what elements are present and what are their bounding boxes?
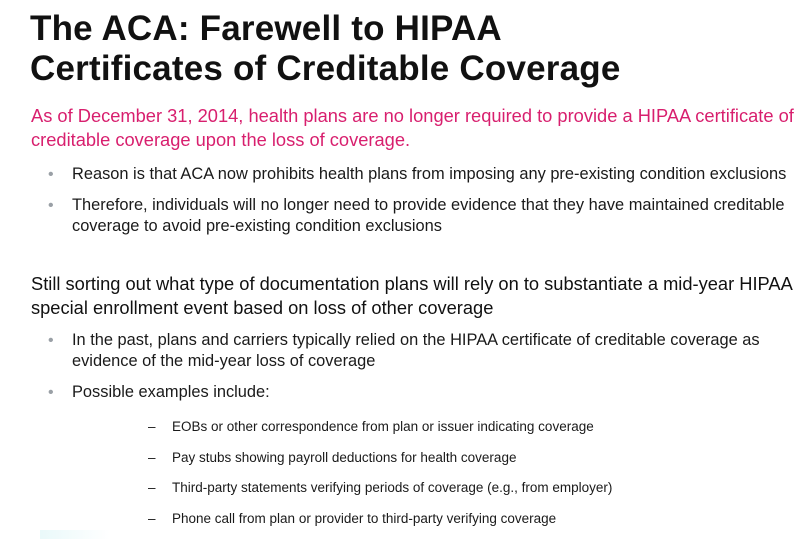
slide-title-line-1: The ACA: Farewell to HIPAA [30, 9, 502, 48]
example-text: Third-party statements verifying periods of coverage (e.g., from employer) [172, 480, 613, 495]
bullet-item [48, 330, 788, 372]
example-text: EOBs or other correspondence from plan or issuer indicating coverage [172, 419, 594, 434]
decorative-footer-mark [40, 530, 110, 539]
example-text: Phone call from plan or provider to third-party verifying coverage [172, 510, 557, 526]
example-text: Pay stubs showing payroll deductions for health coverage [172, 449, 517, 465]
bullet-dot-icon: • [48, 197, 54, 214]
section-bullet-list [48, 330, 788, 403]
slide-title [30, 9, 800, 89]
bullet-dot-icon: • [48, 166, 54, 183]
example-item [148, 418, 788, 436]
example-item [148, 479, 788, 497]
bullet-item [48, 195, 788, 237]
dash-icon: – [148, 449, 156, 465]
example-item [148, 510, 788, 528]
section-statement: Still sorting out what type of documentation plans will rely on to substantiate a mid-year HIPAA special enrollment event based on loss of other coverage [31, 273, 792, 318]
dash-icon: – [148, 480, 156, 495]
bullet-dot-icon: • [48, 384, 54, 401]
examples-list [148, 418, 788, 528]
bullet-text: In the past, plans and carriers typically relied on the HIPAA certificate of creditable coverage as evidence of the mid-year loss of coverage [72, 331, 760, 370]
bullet-text: Reason is that ACA now prohibits health plans from imposing any pre-existing condition exclusions [72, 165, 787, 183]
slide-title-line-2: Certificates of Creditable Coverage [30, 49, 621, 88]
dash-icon: – [148, 419, 156, 434]
intro-statement: As of December 31, 2014, health plans are no longer required to provide a HIPAA certificate of creditable coverage upon the loss of coverage. [31, 105, 794, 150]
bullet-item [48, 382, 788, 403]
dash-icon: – [148, 510, 156, 526]
example-item [148, 449, 788, 467]
intro-bullet-list [48, 164, 788, 237]
bullet-text: Possible examples include: [72, 383, 270, 401]
bullet-text: Therefore, individuals will no longer need to provide evidence that they have maintained creditable coverage to avoid pre-existing condition exclusions [72, 196, 785, 235]
bullet-item [48, 164, 788, 185]
bullet-dot-icon: • [48, 332, 54, 349]
